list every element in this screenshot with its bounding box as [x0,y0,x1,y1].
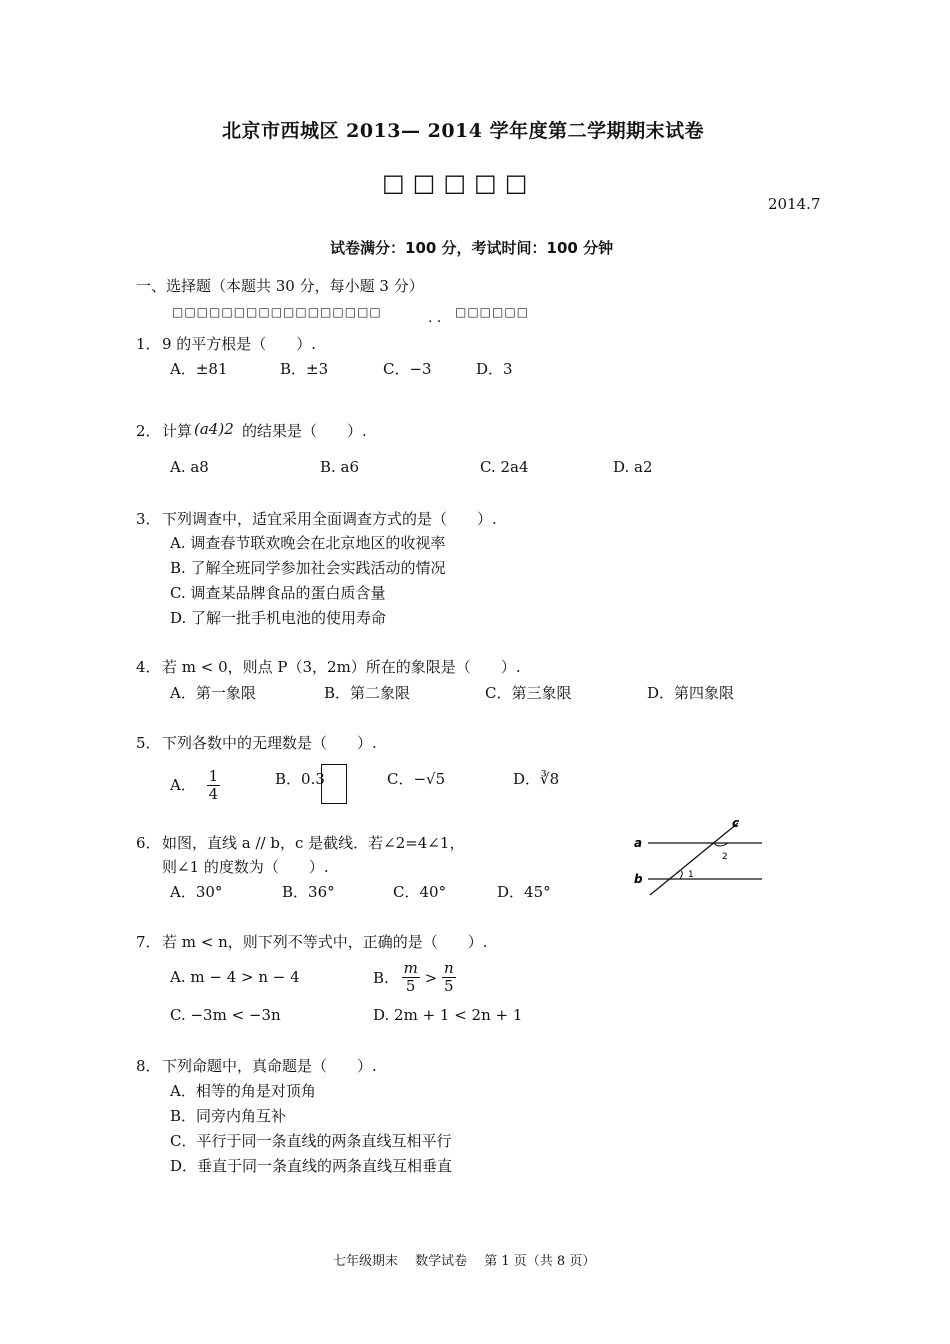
option-c[interactable]: C．平行于同一条直线的两条直线互相平行 [170,1132,452,1150]
question-number: 5． [136,734,161,752]
question-number: 4． [136,658,161,676]
question-stem: 计算 [162,422,193,440]
option-b[interactable]: B. 了解全班同学参加社会实践活动的情况 [170,559,446,577]
page-footer: 七年级期末 数学试卷 第 1 页（共 8 页） [333,1254,596,1269]
section-note-tail: □□□□□□ [455,305,530,319]
option-b[interactable]: B．同旁内角互补 [170,1107,287,1125]
exam-date: 2014.7 [768,195,821,213]
option-b[interactable]: B．0.3 [275,770,325,788]
option-a[interactable]: A. m − 4 > n − 4 [170,968,300,986]
question-expression: (a4)2 [194,420,234,438]
fraction-numerator: m [403,959,418,977]
question-stem: 如图，直线 a // b，c 是截线．若∠2=4∠1， [162,834,465,852]
question-number: 7． [136,933,161,951]
option-a[interactable]: A．第一象限 [170,684,256,702]
document-title: 北京市西城区 2013— 2014 学年度第二学期期末试卷 [222,120,705,142]
option-a[interactable]: A．相等的角是对顶角 [170,1082,316,1100]
option-c[interactable]: C．40° [393,883,447,901]
option-d[interactable]: D．3 [476,360,513,378]
option-b-label: B. [373,968,389,987]
option-b[interactable]: B．36° [282,883,335,901]
section-note: □□□□□□□□□□□□□□□□□ [172,305,382,319]
label-2: 2 [722,852,728,862]
option-a[interactable]: A. a8 [170,458,209,476]
option-c[interactable]: C. −3m < −3n [170,1006,281,1024]
option-d[interactable]: D. a2 [613,458,653,476]
label-a: a [634,836,643,850]
document-subtitle: □□□□□ [382,168,536,197]
question-stem: 下列命题中，真命题是（ ）. [162,1057,377,1075]
option-d[interactable]: D．45° [497,883,551,901]
question-number: 2． [136,422,161,440]
question-number: 8． [136,1057,161,1075]
fraction-numerator: 1 [208,767,219,785]
option-d[interactable]: D. 2m + 1 < 2n + 1 [373,1006,523,1024]
option-a[interactable]: A．±81 [170,360,228,378]
question-stem-tail: 的结果是（ ）. [242,422,367,440]
question-stem: 下列各数中的无理数是（ ）. [162,734,377,752]
label-c: c [732,816,740,830]
option-a[interactable]: A. 调查春节联欢晚会在北京地区的收视率 [170,534,446,552]
question-number: 3． [136,510,161,528]
option-a[interactable]: A．30° [170,883,223,901]
question-stem-line2: 则∠1 的度数为（ ）. [162,858,329,876]
option-c[interactable]: C．第三象限 [485,684,572,702]
option-d[interactable]: D．∛8 [513,770,560,788]
option-a[interactable] [170,768,220,804]
fraction-denominator: 5 [405,977,416,996]
label-b: b [634,872,643,886]
option-c[interactable]: C. 调查某品牌食品的蛋白质含量 [170,584,386,602]
question-stem: 9 的平方根是（ ）. [162,335,317,353]
question-number: 6． [136,834,161,852]
section-heading: 一、选择题（本题共 30 分，每小题 3 分） [136,277,424,295]
parallel-lines-figure [628,815,768,897]
angle-1-arc [680,871,682,879]
option-d[interactable]: D．第四象限 [647,684,735,702]
option-d[interactable]: D．垂直于同一条直线的两条直线互相垂直 [170,1157,453,1175]
option-b[interactable]: B．±3 [280,360,329,378]
question-stem: 下列调查中，适宜采用全面调查方式的是（ ）. [162,510,497,528]
exam-info: 试卷满分：100 分，考试时间：100 分钟 [330,239,614,257]
box-marker [321,764,347,804]
fraction-left [402,960,420,996]
fraction-numerator: n [443,959,454,977]
option-d[interactable]: D. 了解一批手机电池的使用寿命 [170,609,387,627]
fraction [207,768,221,804]
fraction-denominator: 5 [444,977,454,996]
question-number: 1． [136,335,161,353]
label-1: 1 [688,870,694,880]
inequality-sign: > [424,968,438,987]
fraction-denominator: 4 [208,785,219,804]
emphasis-dots: . . [428,310,442,326]
fraction-right [442,960,456,996]
option-c[interactable]: C. 2a4 [480,458,529,476]
option-a-label: A． [170,775,196,794]
question-stem: 若 m < n，则下列不等式中，正确的是（ ）. [162,933,488,951]
option-b[interactable]: B. a6 [320,458,360,476]
option-b[interactable]: B．第二象限 [324,684,411,702]
question-stem: 若 m < 0，则点 P（3，2m）所在的象限是（ ）. [162,658,521,676]
option-c[interactable]: C．−√5 [387,770,446,788]
option-c[interactable]: C．−3 [383,360,432,378]
option-b[interactable] [373,960,456,996]
